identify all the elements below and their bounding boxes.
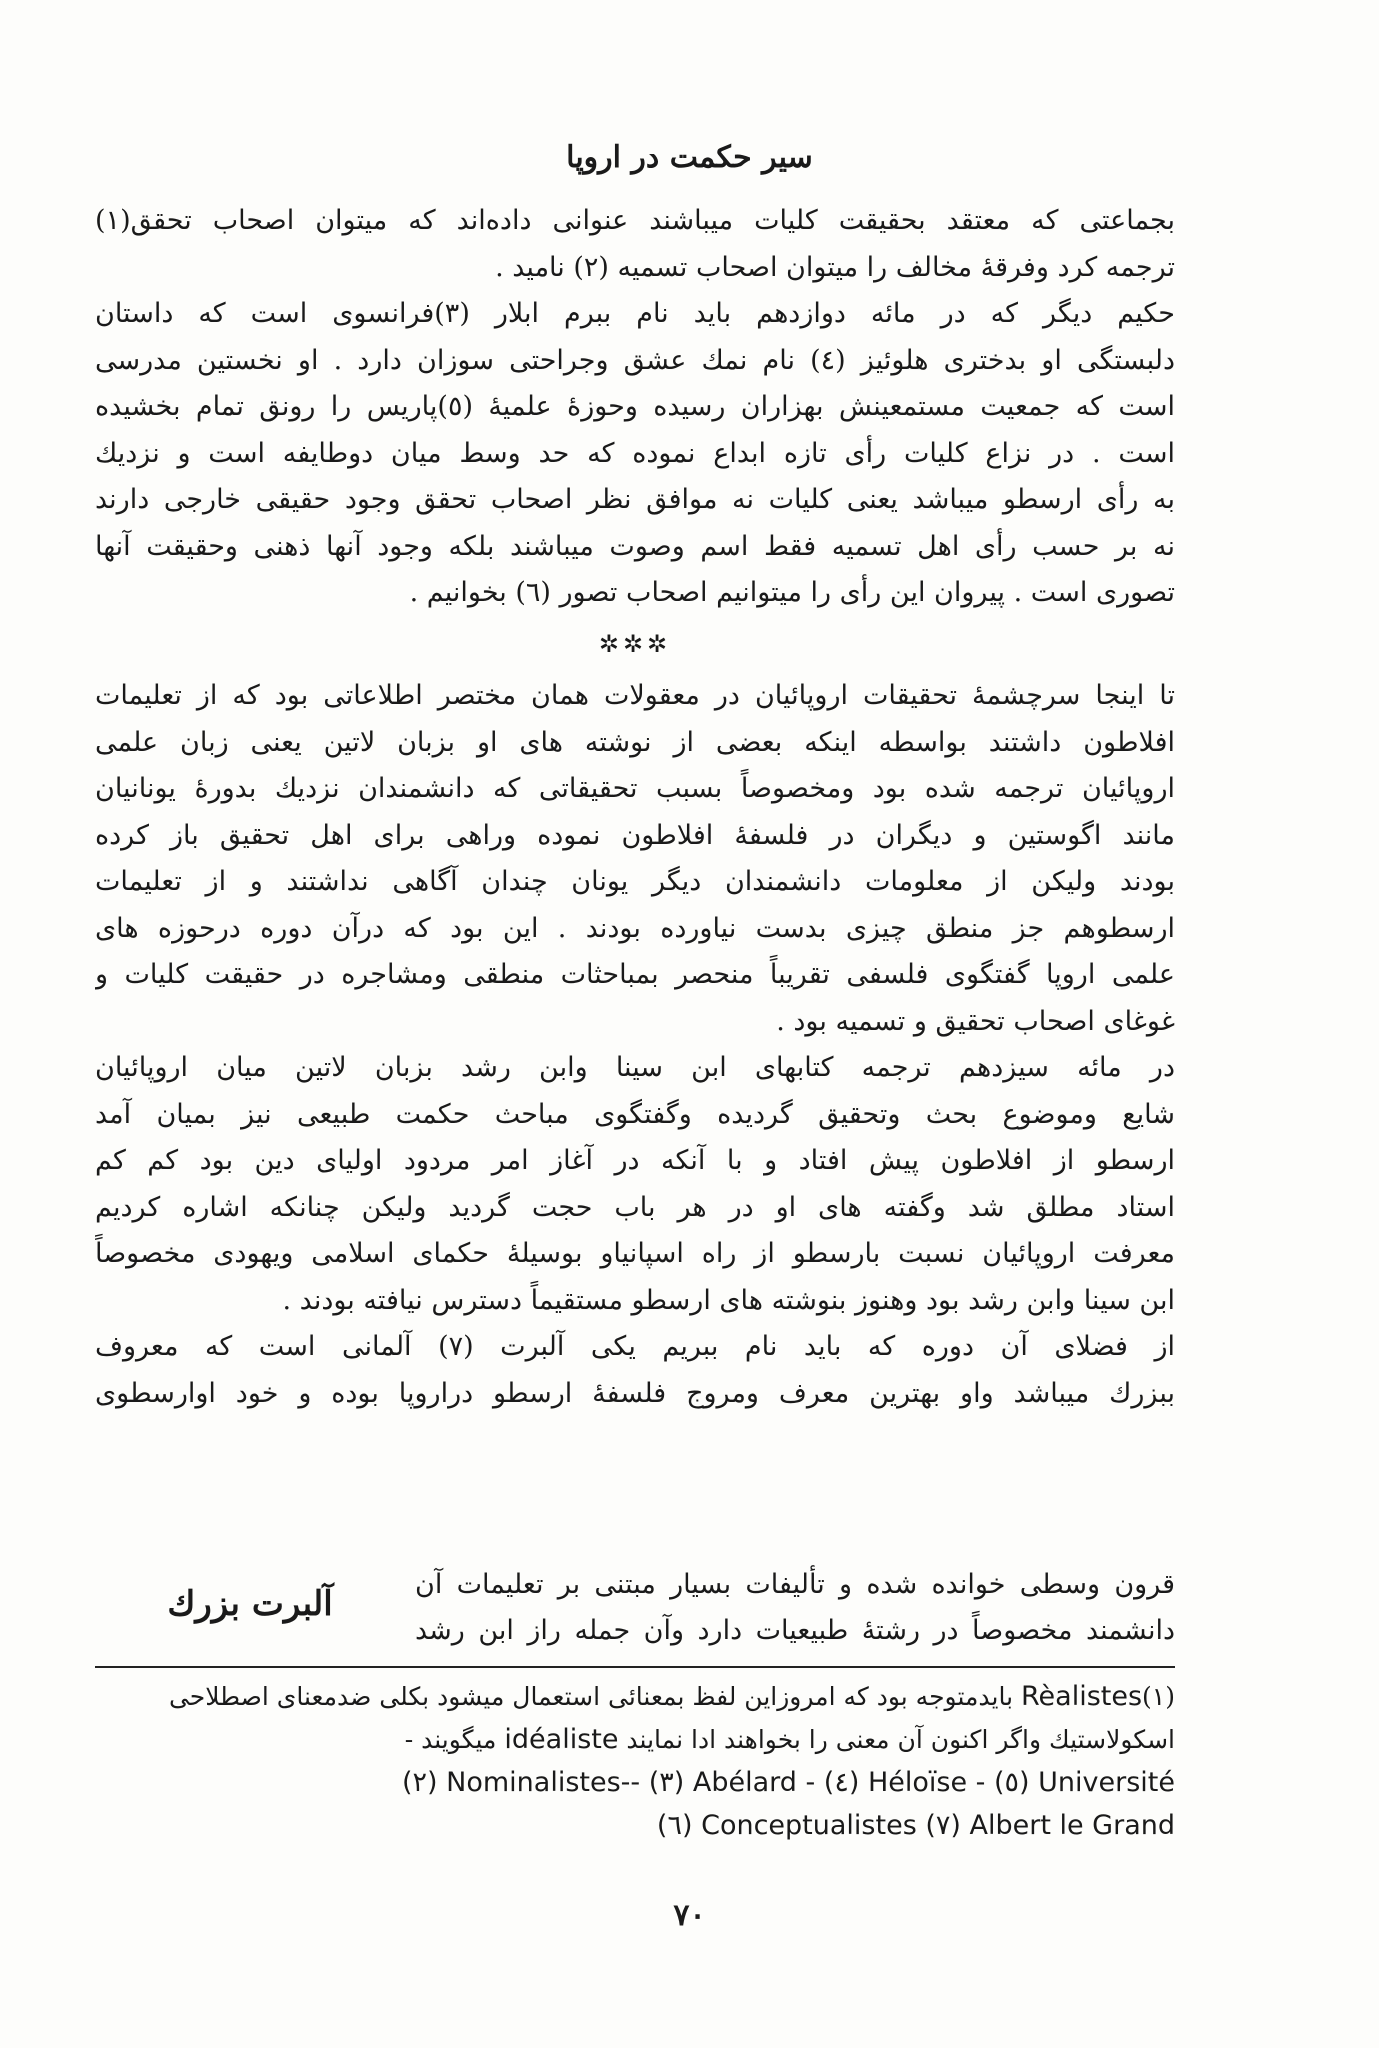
footnote-text: میگویند - [404,1725,497,1754]
footnote-2-5 [95,1761,1175,1804]
text-line: قرون وسطی خوانده شده و تألیفات بسیار مبتنی بر تعلیمات آن [415,1569,1175,1600]
text-line: است . در نزاع کلیات رأی تازه ابداع نموده که حد وسط میان دوطایفه است و نزدیك [95,437,1175,469]
text-line: افلاطون داشتند بواسطه اینکه بعضی از نوشته های او بزبان لاتین یعنی زبان علمی [95,726,1175,758]
text-line: است که جمعیت مستمعینش بهزاران رسیده وحوزهٔ علمیهٔ (٥)پاریس را رونق تمام بخشیده [95,391,1175,422]
page-number: ۷۰ [673,1898,706,1933]
marginal-text [415,1562,1175,1654]
text-line: ابن سینا وابن رشد بود وهنوز بنوشته های ارسطو مستقیماً دسترس نیافته بودند . [282,1284,1175,1316]
text-line: دلبستگی او بدختری هلوئیز (٤) نام نمك عشق وجراحتی سوزان دارد . او نخستین مدرسی [95,344,1175,376]
text-line: غوغای اصحاب تحقیق و تسمیه بود . [776,1005,1175,1037]
text-line: از فضلای آن دوره که باید نام ببریم یکی آلبرت (۷) آلمانی است که معروف [95,1331,1175,1362]
text-line: به رأی ارسطو میباشد یعنی کلیات نه موافق نظر اصحاب تحقق وجود حقیقی خارجی دارند [95,484,1175,515]
side-heading: آلبرت بزرك [167,1584,333,1624]
running-header: سیر حکمت در اروپا [566,140,813,175]
text-line: دانشمند مخصوصاً در رشتهٔ طبیعیات دارد وآن جمله راز ابن رشد [415,1615,1175,1646]
text-line: ارسطو از افلاطون پیش افتاد و با آنکه در آغاز امر مردود اولیای دین بود کم کم [95,1145,1175,1176]
text-line: استاد مطلق شد وگفته های او در هر باب حجت گردید ولیکن چنانکه اشاره کردیم [95,1191,1175,1223]
footnote-1 [95,1675,1175,1718]
footnote-6-7 [95,1804,1175,1847]
text-line: ببزرك میباشد واو بهترین معرف ومروج فلسفهٔ ارسطو دراروپا بوده و خود اوارسطوی [95,1377,1175,1409]
text-line: شایع وموضوع بحث وتحقیق گردیده وگفتگوی مباحث حکمت طبیعی نیز بمیان آمد [95,1098,1175,1130]
text-line: تصوری است . پیروان این رأی را میتوانیم اصحاب تصور (٦) بخوانیم . [409,577,1175,608]
text-line: نه بر حسب رأی اهل تسمیه فقط اسم وصوت میباشند بلکه وجود آنها ذهنی وحقیقت آنها [95,530,1175,562]
text-line: علمی اروپا گفتگوی فلسفی تقریباً منحصر بمباحثات منطقی ومشاجره در حقیقت کلیات و [95,959,1175,990]
text-line: تا اینجا سرچشمهٔ تحقیقات اروپائیان در معقولات همان مختصر اطلاعاتی بود که از تعلیمات [95,680,1175,711]
text-line: در مائه سیزدهم ترجمه کتابهای ابن سینا وابن رشد بزبان لاتین میان اروپائیان [95,1052,1175,1083]
text-line: اروپائیان ترجمه شده بود ومخصوصاً بسبب تحقیقاتی که دانشمندان نزدیك بدورهٔ یونانیان [95,773,1175,804]
footnote-terms: (٦) Conceptualistes (۷) Albert le Grand [656,1810,1175,1841]
text-line: حکیم دیگر که در مائه دوازدهم باید نام ببرم ابلار (۳)فرانسوی است که داستان [95,298,1175,329]
main-text [95,198,1175,1417]
footnote-divider [95,1666,1175,1668]
text-line: معرفت اروپائیان نسبت بارسطو از راه اسپانیاو بوسیلهٔ حکمای اسلامی ویهودی مخصوصاً [95,1238,1175,1269]
footnote-text: اسکولاستیك واگر اکنون آن معنی را بخواهند ادا نمایند [626,1725,1175,1754]
text-line: بجماعتی که معتقد بحقیقت کلیات میباشند عنوانی داده‌اند که میتوان اصحاب تحقق(۱) [95,205,1175,236]
section-separator: ✲✲✲ [598,629,672,658]
text-line: ترجمه کرد وفرقهٔ مخالف را میتوان اصحاب تسمیه (۲) نامید . [495,251,1175,283]
footnote-number: (۱) [1142,1682,1175,1711]
footnotes [95,1675,1175,1847]
text-line: ارسطوهم جز منطق چیزی بدست نیاورده بودند . این بود که درآن دوره درحوزه های [95,912,1175,944]
marginal-section [95,1562,1175,1662]
footnote-terms: (۲) Nominalistes-- (۳) Abélard - (٤) Héloïse - (٥) Université [401,1767,1175,1798]
footnote-1-continued [95,1718,1175,1761]
footnote-term: idéaliste [504,1724,619,1755]
text-line: بودند ولیکن از معلومات دانشمندان دیگر یونان چندان آگاهی نداشتند و از تعلیمات [95,866,1175,897]
text-line: مانند اگوستین و دیگران در فلسفهٔ افلاطون نموده وراهی برای اهل تحقیق باز کرده [95,819,1175,851]
footnote-text: بایدمتوجه بود که امروزاین لفظ بمعنائی استعمال میشود بکلی ضدمعنای اصطلاحی [168,1682,1014,1711]
footnote-term: Rèalistes [1020,1681,1143,1712]
